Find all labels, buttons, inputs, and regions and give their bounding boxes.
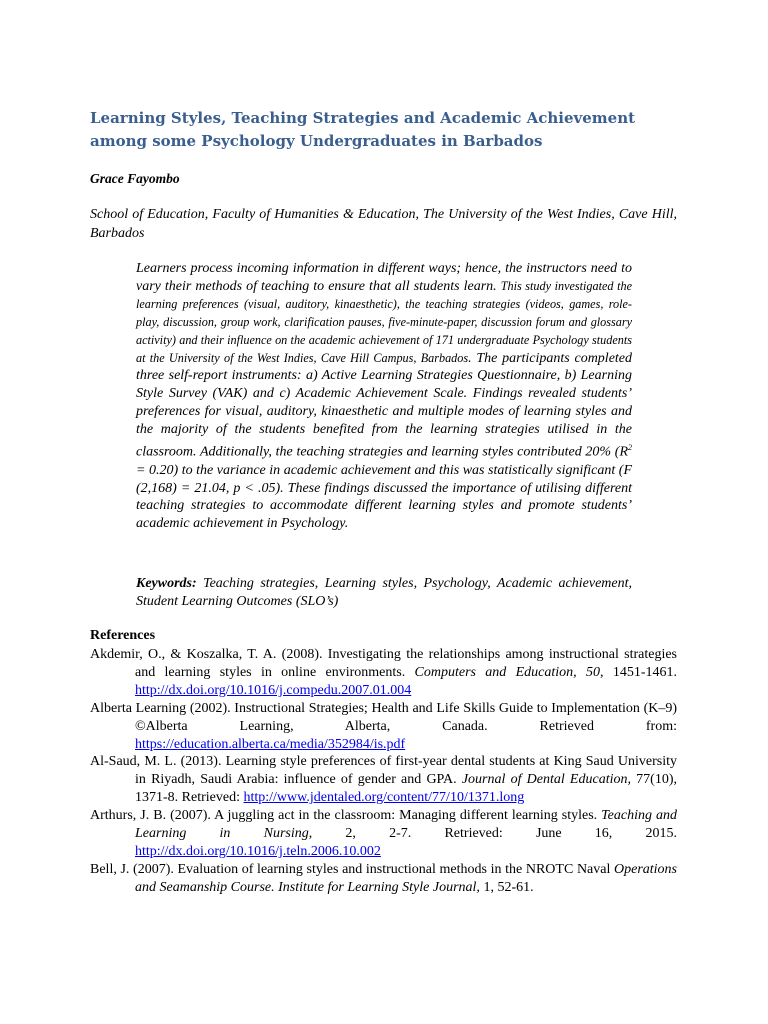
author-name: Grace Fayombo [90, 171, 180, 186]
author-affiliation: School of Education, Faculty of Humanities & Education, The University of the West Indies, Cave Hill, Barbados [90, 207, 677, 241]
reference-link[interactable]: http://dx.doi.org/10.1016/j.compedu.2007.01.004 [135, 682, 412, 698]
reference-journal: Computers and Education, 50 [414, 664, 601, 680]
reference-rest: 1, 52-61. [479, 879, 534, 895]
abstract-text-3: . The participants completed three self-report instruments: a) Active Learning Strategies Questionnaire, b) Learning Style Survey (VAK) and c) Academic Achievement Scale. Findings revealed students’ preferences for visual, auditory, kinaesthetic and multiple modes of learning styles and the majority of the students benefited from the learning strategies utilised in the classroom. Additionally, the teaching strategies and learning styles contributed 20% (R [136, 350, 633, 460]
reference-link[interactable]: http://dx.doi.org/10.1016/j.teln.2006.10.002 [135, 843, 381, 859]
reference-link[interactable]: http://www.jdentaled.org/content/77/10/1371.long [243, 790, 525, 806]
keywords-text: Teaching strategies, Learning styles, Psychology, Academic achievement, Student Learning Outcomes (SLO’s) [136, 576, 632, 609]
reference-text: Alberta Learning (2002). Instructional Strategies; Health and Life Skills Guide to Implementation (K–9) ©Alberta Learning, Alberta, Canada. Retrieved from: [90, 700, 677, 734]
reference-rest: 77(10), 1371-8. Retrieved: [135, 772, 677, 806]
abstract-superscript: 2 [628, 443, 632, 453]
reference-item [90, 753, 677, 807]
reference-text: Akdemir, O., & Koszalka, T. A. (2008). Investigating the relationships among instructional strategies and learning styles in online environments. [90, 647, 677, 680]
reference-text: Arthurs, J. B. (2007). A juggling act in the classroom: Managing different learning styles. [90, 808, 602, 824]
reference-text: Al-Saud, M. L. (2013). Learning style preferences of first-year dental students at King Saud University in Riyadh, Saudi Arabia: influence of gender and GPA. [90, 754, 677, 788]
reference-rest: , 1451-1461. [600, 664, 678, 680]
reference-link[interactable]: https://education.alberta.ca/media/352984/is.pdf [135, 736, 406, 752]
references-heading: References [90, 628, 156, 643]
abstract [136, 260, 632, 533]
keywords [136, 575, 632, 611]
reference-item [90, 700, 677, 754]
references-list [90, 646, 677, 897]
abstract-text-4: = 0.20) to the variance in academic achievement and this was statistically significant (F (2,168) = 21.04, p < .05). These findings discussed the importance of utilising different teaching strategies to accommodate different learning styles and promote students’ academic achievement in Psychology. [136, 462, 632, 532]
abstract-text-1: Learners process incoming information in different ways; hence, the instructors need to vary their methods of teaching to ensure that all students learn. [136, 261, 632, 294]
reference-journal: Teaching and Learning in Nursing [135, 808, 677, 842]
reference-journal: Journal of Dental Education, [461, 772, 631, 788]
reference-text: Bell, J. (2007). Evaluation of learning styles and instructional methods in the NROTC Naval [90, 861, 614, 877]
keywords-label: Keywords: [136, 576, 197, 591]
reference-journal: Operations and Seamanship Course. Institute for Learning Style Journal, [135, 861, 677, 895]
abstract-text-2: This study investigated the learning preferences (visual, auditory, kinaesthetic), the teaching strategies (videos, games, role-play, discussion, group work, clarification pauses, five-minute-paper, discussion forum and glossary activity) and their influence on the academic achievement of 171 undergraduate Psychology students at the University of the West Indies, Cave Hill Campus, Barbados [136, 278, 632, 365]
reference-rest: , 2, 2-7. Retrieved: June 16, 2015. [308, 826, 677, 842]
reference-item [90, 861, 677, 897]
reference-item [90, 646, 677, 700]
reference-item [90, 807, 677, 861]
paper-title: Learning Styles, Teaching Strategies and Academic Achievement among some Psychology Undergraduates in Barbados [90, 109, 636, 150]
